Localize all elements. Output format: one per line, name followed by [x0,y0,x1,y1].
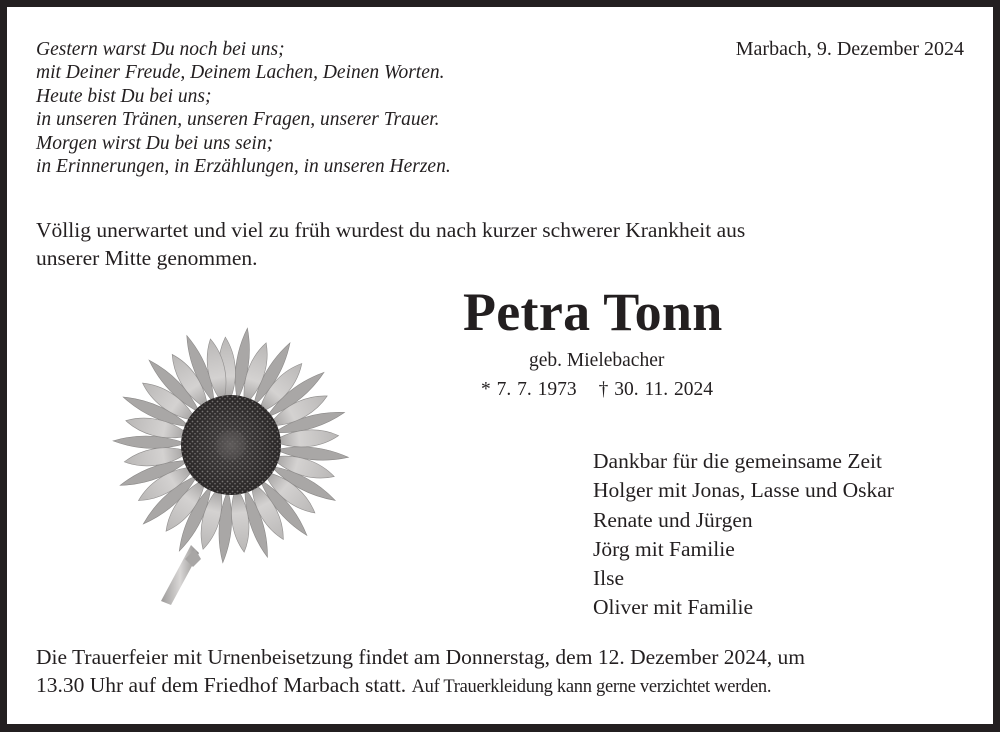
mourners-intro: Dankbar für die gemeinsame Zeit [593,449,882,473]
poem-line: Heute bist Du bei uns; [36,85,212,107]
mourner-entry: Jörg mit Familie [593,536,735,561]
intro-line: unserer Mitte genommen. [36,246,258,270]
birth-date: * 7. 7. 1973 [481,379,577,400]
poem-line: Morgen wirst Du bei uns sein; [36,132,274,154]
mourner-entry: Holger mit Jonas, Lasse und Oskar [593,478,894,503]
poem-line: in Erinnerungen, in Erzählungen, in unseren Herzen. [36,155,451,177]
intro-text [36,216,745,272]
service-line-1: Die Trauerfeier mit Urnenbeisetzung findet am Donnerstag, dem 12. Dezember 2024, um [36,645,806,669]
mourners-list [593,447,894,623]
intro-line: Völlig unerwartet und viel zu früh wurdest du nach kurzer schwerer Krankheit aus [36,218,746,242]
death-date: † 30. 11. 2024 [598,379,714,400]
sunflower-icon [99,323,359,608]
mourner-entry: Oliver mit Familie [593,595,754,620]
maiden-name: geb. Mielebacher [529,350,665,371]
obituary-notice [7,7,993,724]
mourner-entry: Renate und Jürgen [593,507,753,532]
poem-line: Gestern warst Du noch bei uns; [36,39,285,60]
life-dates [481,378,713,402]
service-line-2 [36,671,805,701]
deceased-name: Petra Tonn [463,282,723,342]
poem-line: in unseren Tränen, unseren Fragen, unserer Trauer. [36,109,440,131]
mourner-entry: Ilse [593,566,625,591]
place-date: Marbach, 9. Dezember 2024 [735,38,964,60]
funeral-service-info [36,643,805,701]
dress-code-note: Auf Trauerkleidung kann gerne verzichtet werden. [411,677,772,697]
poem-line: mit Deiner Freude, Deinem Lachen, Deinen Worten. [36,62,445,84]
service-time-place: 13.30 Uhr auf dem Friedhof Marbach statt. [36,673,407,697]
memorial-poem [36,38,451,178]
